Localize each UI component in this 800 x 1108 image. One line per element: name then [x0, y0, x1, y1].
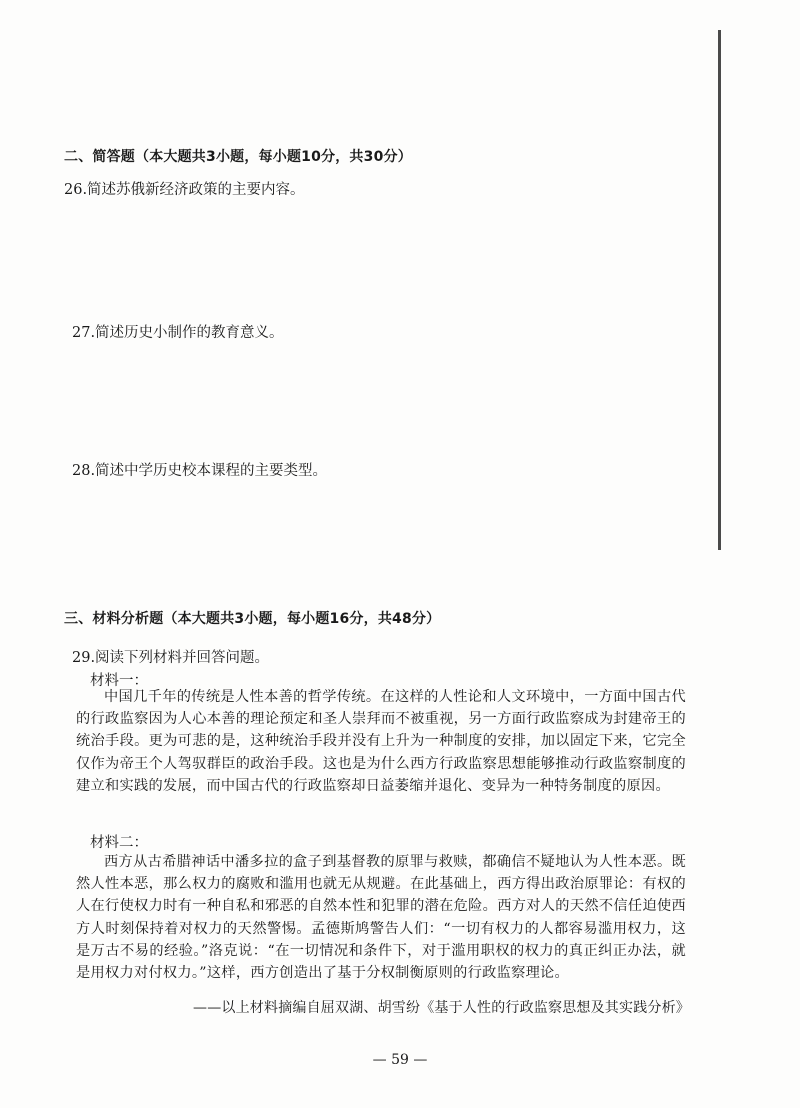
question-29-prompt: 29.阅读下列材料并回答问题。: [72, 650, 270, 666]
question-27: 27.简述历史小制作的教育意义。: [72, 325, 284, 341]
material-source-citation: ——以上材料摘编自屈双湖、胡雪纷《基于人性的行政监察思想及其实践分析》: [193, 1000, 690, 1016]
section-3-heading: 三、材料分析题（本大题共3小题，每小题16分，共48分）: [64, 611, 441, 627]
page-number: — 59 —: [372, 1052, 428, 1068]
question-26: 26.简述苏俄新经济政策的主要内容。: [64, 182, 305, 198]
question-28: 28.简述中学历史校本课程的主要类型。: [72, 463, 328, 479]
material-1-text: 中国几千年的传统是人性本善的哲学传统。在这样的人性论和人文环境中，一方面中国古代的行政监察因为人心本善的理论预定和圣人崇拜而不被重视，另一方面行政监察成为封建帝王的统治手段。更为可悲的是，这种统治手段并没有上升为一种制度的安排，加以固定下来，它完全仅作为帝王个人驾驭群臣的政治手段。这也是为什么西方行政监察思想能够推动行政监察制度的建立和实践的发展，而中国古代的行政监察却日益萎缩并退化、变异为一种特务制度的原因。: [76, 689, 686, 794]
material-2-label: 材料二：: [90, 835, 148, 851]
section-2-heading: 二、简答题（本大题共3小题，每小题10分，共30分）: [64, 149, 412, 165]
binding-margin-line: [718, 30, 721, 550]
material-2-text: 西方从古希腊神话中潘多拉的盒子到基督教的原罪与救赎，都确信不疑地认为人性本恶。既然人性本恶，那么权力的腐败和滥用也就无从规避。在此基础上，西方得出政治原罪论：有权的人在行使权力时有一种自私和邪恶的自然本性和犯罪的潜在危险。西方对人的天然不信任迫使西方人时刻保持着对权力的天然警惕。孟德斯鸠警告人们：“一切有权力的人都容易滥用权力，这是万古不易的经验。”洛克说：“在一切情况和条件下，对于滥用职权的权力的真正纠正办法，就是用权力对付权力。”这样，西方创造出了基于分权制衡原则的行政监察理论。: [76, 854, 686, 982]
material-1-label: 材料一：: [90, 673, 148, 689]
